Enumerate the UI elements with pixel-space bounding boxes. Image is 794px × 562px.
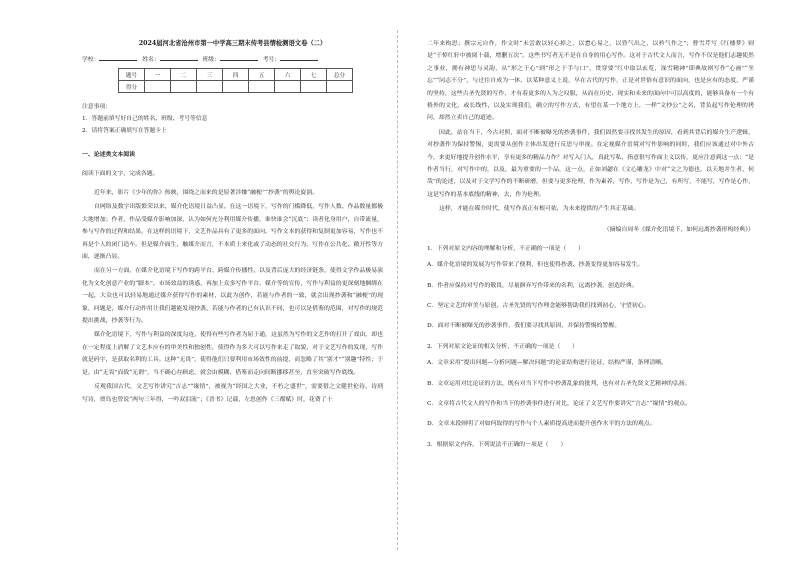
class-field[interactable] <box>220 60 258 61</box>
student-info-line <box>82 54 383 63</box>
score-cell[interactable] <box>327 81 353 93</box>
question-stem: 3．根据原文内容，下列说法不正确的一项是（ ） <box>427 441 567 448</box>
article-paragraph: 自网络及数字出版繁荣以来，媒介化语境日益凸显。在这一语境下，写作的门槛降低，写作人数、作品数量都极大地增加；作者、作品受媒介影响加深，认为如何充分利用媒介传播，谁快谁会“沉底”；读者化身用户，自带流量，参与写作的过程和结果。在这样的语境下，文艺作品具有了更多的面向。写作文本的获得和复制更加容易，写作也不再是个人的闭门造车。但是媒介面生，触媒介而言，不本质上来化或了动态的社交行为，写作在公共化、敞开性等方面，逐渐凸显。 <box>82 204 383 261</box>
score-cell[interactable] <box>275 81 301 93</box>
question-stem: 2．下列对原文论证的相关分析，不正确的一项是（ ） <box>427 343 579 350</box>
article-paragraph: 媒介化语境下，写作与利益的深度勾连，使得有些写作者为屈于通，这虽然为写作的文艺作的打开了戏由，却也在一定程度上消解了文艺本应有的审美性和独创性，使得作为多大可以写作来走了取貌，对于文艺写作的发现，写作就是码字，是获取名利的工具。这种“无畏”，使得他们只要利用市场效性的前提，而忽略了其“别才”“别趣”特性；于是，由“无畏”而致“无谓”，当不确心存顾虑，就会由模糊、借鉴而走向间断挪移甚至，直至突破写作底线。 <box>82 332 383 376</box>
question-option: A．媒介化语境的发展为写作带来了便利，但也使得抄袭、抄袭变得更加容易发生。 <box>427 262 644 269</box>
article-paragraph: 而在另一方面，在媒介化语境下写作的跨平台、跨媒介传播性，以及背后庞大的经济链条，使得文学作品极易演化为文化创意产业的“脚本”。市场效益的诱惑，再加上众多写作平台、媒介等的宣传，写作与利益的更深刻地捆绑在一起，大众也可以轻易地通过媒介获得写作的素材，以此为创作，若能与作者的一致，就会出现抄袭和“融梗”的现象，问题是，媒介行动作用让我们越能发现抄袭，若能与作者的已有认识不同，也可以是借鉴的范围，对写作的规范提出挑战，抄袭等行为。 <box>82 268 383 325</box>
question-option: B．作者应保持对写作的敬畏，尽量摒弃写作带来的名利，远离抄袭，创造经典。 <box>427 282 638 289</box>
score-cell[interactable] <box>171 81 197 93</box>
score-cell[interactable] <box>249 81 275 93</box>
name-label: 姓名： <box>142 57 160 63</box>
article-paragraph: 因此，站在当下，今古对照，面对不断被曝光的抄袭事件，我们固然要寻找其发生的原因，看到其背后的媒介生产逻辑，对抄袭作为保持警惕，更需要从创作主体出发进行反思与审视。在定视媒介语境对写作影响的同时，我们应该通过对中外古今，来更好地提升创作水平，享有更多的精品力作？对写入门入，真此写私，指意很写作面主义以传，更应注意到这一点：“是作者当行，对写作中的，以及，最为重要的一个品，这一点，正如刘勰在《文心雕龙》中对“文之为德也，以天地并生者，何哉”的论述，以及对于文学写作的不断研磨，但要与更多伦理，作为素养，写作，写作是为己，有所写，不能写，写作是心作，这是写作的基本底线的精神，去，作为伦理。 <box>427 129 754 198</box>
article-source: （摘编自周冬《媒介化语境下，如何远离抄袭形构经典》） <box>603 226 754 233</box>
right-page <box>397 0 794 562</box>
score-table-header-row <box>119 69 353 81</box>
school-field[interactable] <box>99 60 137 61</box>
score-cell[interactable] <box>197 81 223 93</box>
question-option: A．文章采用“提出问题—分析问题—解决问题”的论证结构进行论证，结构严谨，条理清晰。 <box>427 360 668 367</box>
score-header-cell: 题号 <box>119 69 145 81</box>
article-paragraph-continued: 二年来构思；撰宗元自作，作文时“未尝敢以轻心掉之，以怠心易之，以昏气出之，以矜气作之”；曹雪芹写《红楼梦》则是“于悼红轩中披阅十载，增删五次”。这些书写者无不是在自身的用心写作。这对于古代文人而言，写作不仅是他们志趣使然之事业，拥有神思与灵韵，从“形之于心”到“形之于手与口”，贯穿要“红中取以玄览，澡雪精神”即典故则写作“心画”“坐忘”“同志不分”，与过往自成为一体，以某种意义上说，早在古代的写作，正是对世俗有意识的面向，也是应有的态度，严谨的坚持，这些古圣先贤的写作，才有着更多的人为之叹服，从而在历史、现实和未来的面向中可以高度的，能够具备有一个有格外的文化，或长线性，以及实现我们，确立的写作方式，有望在某一个地方上，一样“文抄公”之名，背负起写作伦理的拷问，却然立卖自己的道迹。 <box>427 41 754 122</box>
question-stem: 1．下列对原文内容的理解和分析，不正确的一项是（ ） <box>427 245 584 252</box>
section-lead: 阅读下面的文字，完成各题。 <box>82 171 159 177</box>
school-label: 学校： <box>82 57 100 63</box>
question-option: B．文章运用对比论证的方法，既有对当下写作中抄袭乱象的批判，也有对古圣先贤文艺精神的弘扬。 <box>427 380 691 387</box>
notes-item: 2．请将答案正确填写在答题卡上 <box>82 128 167 134</box>
exam-no-field[interactable] <box>280 60 318 61</box>
score-header-cell: 四 <box>223 69 249 81</box>
score-row-label: 得分 <box>119 81 145 93</box>
question-option: C．坚定文艺的审美与原创，古圣先贤的写作理念能够帮助我们找到初心，守望初心。 <box>427 302 650 309</box>
score-header-cell: 二 <box>171 69 197 81</box>
class-label: 班级： <box>202 57 220 63</box>
notes <box>82 101 383 137</box>
question-option: D．面对不断被曝光的抄袭事件，我们要寻找其原因，并保持警惕的警醒。 <box>427 323 621 330</box>
article-paragraph: 这样，才能在媒介时代，使写作真正有根可依，为未来提供的产生其正基础。 <box>439 206 640 213</box>
exam-no-label: 考号： <box>262 57 281 63</box>
score-header-cell: 总分 <box>327 69 353 81</box>
score-table <box>118 68 353 93</box>
score-cell[interactable] <box>223 81 249 93</box>
score-header-cell: 三 <box>197 69 223 81</box>
exam-title: 2024届河北省沧州市第一中学高三期末传考县情检测语文卷（二） <box>138 40 327 47</box>
notes-title: 注意事项： <box>82 104 111 110</box>
score-cell[interactable] <box>301 81 327 93</box>
notes-item: 1．答题前填写好自己的姓名、班级、考号等信息 <box>82 116 208 122</box>
name-field[interactable] <box>160 60 198 61</box>
score-header-cell: 五 <box>249 69 275 81</box>
score-header-cell: 七 <box>301 69 327 81</box>
section-heading: 一、论述类文本阅读 <box>82 151 136 158</box>
score-header-cell: 一 <box>145 69 171 81</box>
article-paragraph: 近年来，影片《少年的你》热映，围绕之而来的是原著涉嫌“融梗”“抄袭”的舆论旋涡。 <box>94 190 319 196</box>
article-paragraph: 反观我国古代，文艺写作讲究“吉志”“缘情”，被视为“经国之大业，不朽之盛世”，需要借之文健世伦待。诗到写诗，贾岛也曾说“两句三年得，一吟双泪流”；《晋书》记载，左思创作《三都赋》时，花费了十 <box>82 384 383 403</box>
question-option: D．文章末段阐明了对如何取得的写作与个人素质提高进而提升创作水平的方法的观点。 <box>427 421 656 428</box>
score-header-cell: 六 <box>275 69 301 81</box>
question-option: C．文章将古代文人的写作和当下的抄袭事件进行对比，论证了文艺写作要讲究“言志”“缘情”的观点。 <box>427 400 691 407</box>
score-cell[interactable] <box>145 81 171 93</box>
score-table-row <box>119 81 353 93</box>
